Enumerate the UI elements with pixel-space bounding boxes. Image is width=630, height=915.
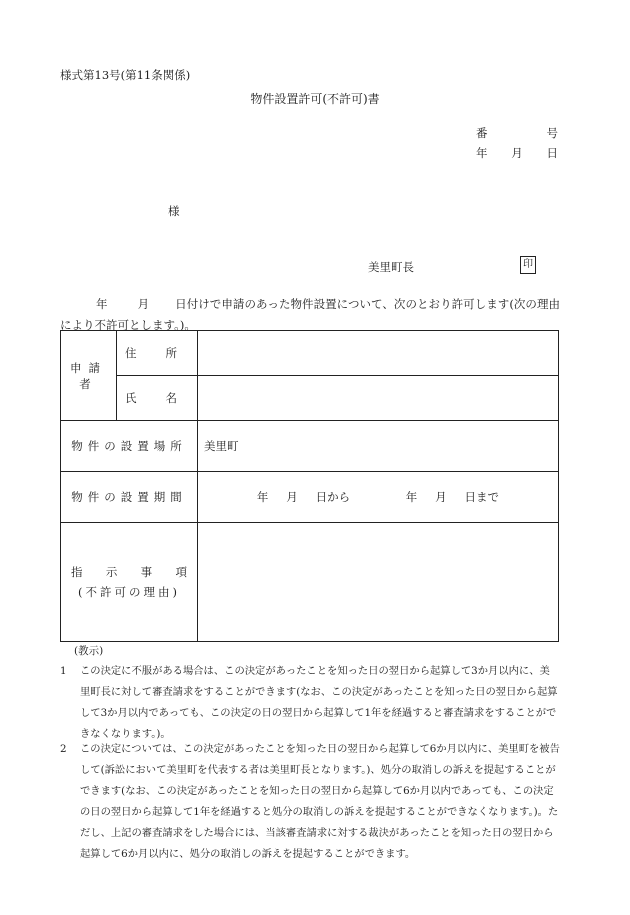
instruction-label: 指 示 事 項 (不許可の理由) (61, 523, 198, 642)
note-item (60, 739, 560, 865)
period-value[interactable]: 年 月 日から 年 月 日まで (198, 472, 559, 523)
date-month: 月 (511, 146, 523, 160)
date-year: 年 (476, 146, 488, 160)
issuer-name: 美里町長 (368, 260, 414, 274)
intro-body: 日付けで申請のあった物件設置について、次のとおり許可します(次の理由により不許可とします。)。 (60, 297, 560, 332)
number-label: 番 (476, 126, 488, 140)
form-id: 様式第13号(第11条関係) (60, 68, 191, 82)
permit-table (60, 330, 559, 642)
applicant-label: 申請者 (61, 331, 117, 421)
location-value[interactable]: 美里町 (198, 421, 559, 472)
intro-year: 年 (96, 297, 108, 311)
note-number: 1 (60, 665, 67, 677)
date-line (476, 145, 558, 161)
period-label: 物件の設置期間 (61, 472, 198, 523)
instruction-sublabel: (不許可の理由) (78, 585, 180, 599)
name-label: 氏 名 (117, 376, 198, 421)
seal-box: 印 (520, 256, 536, 274)
addressee-suffix: 様 (168, 204, 180, 218)
notes-heading: (教示) (74, 645, 104, 657)
intro-month: 月 (137, 297, 150, 311)
name-value[interactable] (198, 376, 559, 421)
note-text: この決定については、この決定があったことを知った日の翌日から起算して6か月以内に、美里町を被告して(訴訟において美里町を代表する者は美里町長となります。)、処分の取消しの訴えを提起することができます(なお、この決定があったことを知った日の翌日から起算して6か月以内であっても、この決定の日の翌日から起算して1年を経過すると処分の取消しの訴えを提起することができなくなります。)。ただし、上記の審査請求をした場合には、当該審査請求に対する裁決があったことを知った日の翌日から起算して6か月以内に、処分の取消しの訴えを提起することができます。 (80, 743, 560, 860)
document-title: 物件設置許可(不許可)書 (250, 92, 380, 106)
number-line (476, 125, 558, 141)
note-text: この決定に不服がある場合は、この決定があったことを知った日の翌日から起算して3か月以内に、美里町長に対して審査請求をすることができます(なお、この決定があったことを知った日の翌日から起算して3か月以内であっても、この決定の日の翌日から起算して1年を経過すると審査請求をすることができなくなります。)。 (80, 665, 558, 740)
note-item (60, 661, 560, 745)
date-day: 日 (546, 146, 558, 160)
location-label: 物件の設置場所 (61, 421, 198, 472)
note-number: 2 (60, 743, 67, 755)
instruction-value[interactable] (198, 523, 559, 642)
address-value[interactable] (198, 331, 559, 376)
address-label: 住 所 (117, 331, 198, 376)
number-suffix: 号 (546, 126, 558, 140)
